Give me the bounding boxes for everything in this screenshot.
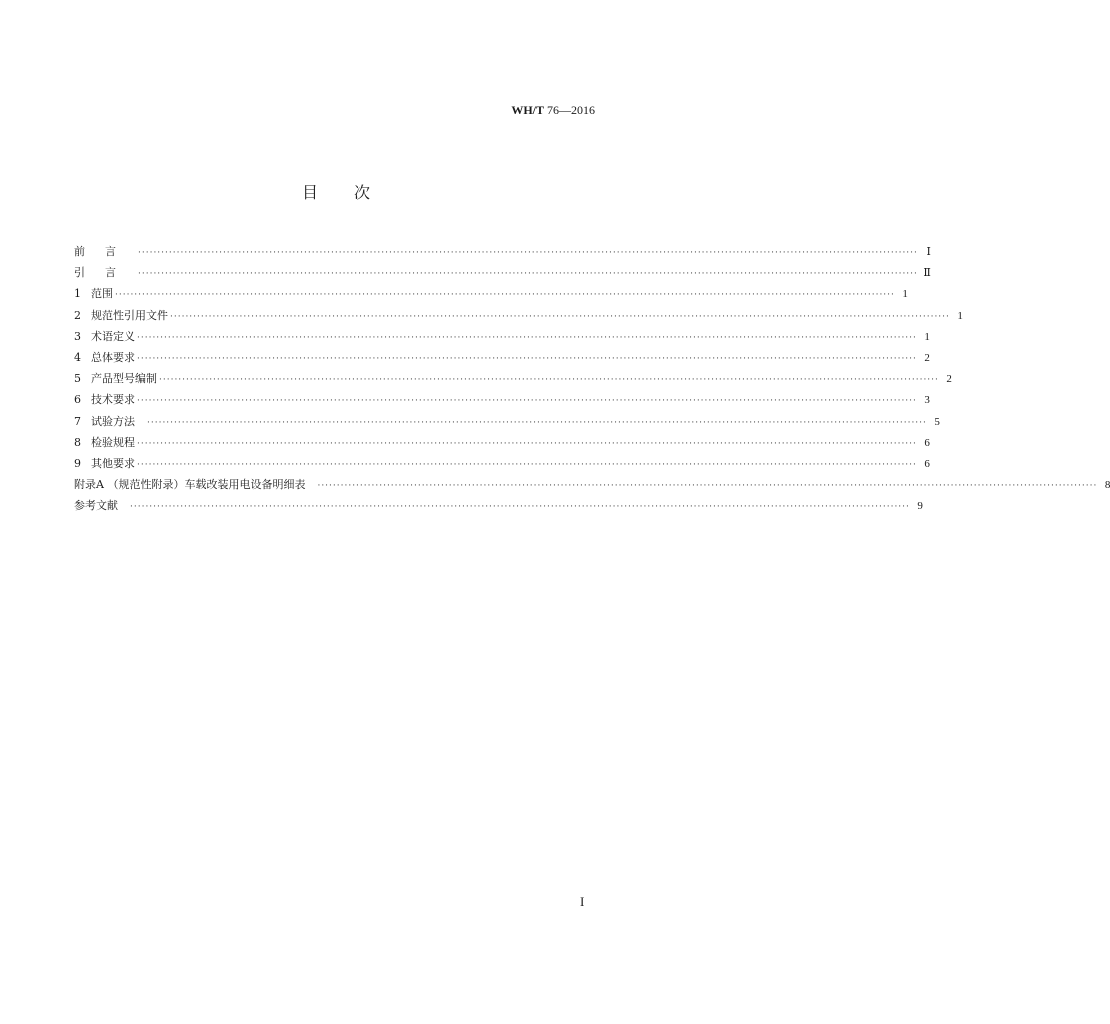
toc-leader: ·········································································································································································································· — [130, 502, 910, 513]
toc-leader: ·········································································································································································································· — [317, 481, 1098, 492]
toc-page: 2 — [946, 373, 952, 386]
standard-number: 76—2016 — [544, 103, 595, 117]
toc-page: 1 — [957, 309, 963, 322]
toc-leader: ·········································································································································································································· — [137, 438, 917, 449]
toc-leader: ·········································································································································································································· — [147, 417, 927, 428]
table-of-contents — [74, 241, 1110, 516]
toc-leader: ·········································································································································································································· — [159, 375, 939, 386]
toc-number: 3 — [74, 329, 81, 343]
standard-code — [511, 103, 595, 118]
toc-page: 5 — [934, 415, 940, 428]
toc-page: Ⅰ — [926, 246, 931, 258]
toc-leader: ·········································································································································································································· — [137, 353, 917, 364]
toc-entry-6[interactable] — [74, 389, 930, 410]
toc-entry-1[interactable] — [74, 283, 908, 304]
toc-number: 9 — [74, 456, 81, 470]
toc-number: 8 — [74, 435, 81, 449]
toc-leader: ·········································································································································································································· — [138, 269, 918, 280]
toc-label: 引言 — [74, 266, 136, 280]
standard-prefix: WH/T — [511, 103, 544, 117]
toc-entry-3[interactable] — [74, 326, 930, 347]
toc-label: 技术要求 — [91, 393, 135, 407]
toc-entry-8[interactable] — [74, 432, 930, 453]
toc-label: 前言 — [74, 245, 136, 258]
toc-label: 产品型号编制 — [91, 372, 157, 386]
toc-leader: ·········································································································································································································· — [170, 311, 950, 322]
toc-number: 4 — [74, 350, 81, 364]
toc-label: 试验方法 — [91, 414, 135, 428]
toc-label: 规范性引用文件 — [91, 308, 168, 322]
toc-entry-4[interactable] — [74, 347, 930, 368]
toc-leader: ·········································································································································································································· — [138, 248, 918, 258]
toc-page: 1 — [902, 288, 908, 301]
toc-entry-references[interactable] — [74, 495, 923, 516]
toc-leader: ·········································································································································································································· — [115, 290, 895, 301]
toc-number: 7 — [74, 414, 81, 428]
toc-entry-appendix-a[interactable] — [74, 474, 1110, 495]
toc-entry-7[interactable] — [74, 411, 940, 432]
toc-page: 9 — [917, 500, 923, 513]
toc-label: 附录A （规范性附录）车载改装用电设备明细表 — [74, 478, 306, 492]
toc-page: 2 — [924, 351, 930, 364]
toc-page: 3 — [924, 394, 930, 407]
toc-leader: ·········································································································································································································· — [137, 332, 917, 343]
toc-entry-5[interactable] — [74, 368, 952, 389]
toc-label: 参考文献 — [74, 499, 118, 513]
toc-leader: ·········································································································································································································· — [137, 459, 917, 470]
toc-label: 范围 — [91, 287, 113, 301]
toc-label: 检验规程 — [91, 435, 135, 449]
toc-label: 术语定义 — [91, 329, 135, 343]
toc-page: 6 — [924, 436, 930, 449]
toc-page: 8 — [1104, 479, 1110, 492]
toc-number: 1 — [74, 287, 81, 301]
toc-number: 2 — [74, 308, 81, 322]
toc-label: 总体要求 — [91, 350, 135, 364]
toc-page: 1 — [924, 330, 930, 343]
toc-number: 5 — [74, 372, 81, 386]
toc-entry-2[interactable] — [74, 305, 963, 326]
toc-page: Ⅱ — [923, 267, 931, 280]
toc-entry-introduction[interactable] — [74, 262, 931, 283]
toc-entry-9[interactable] — [74, 453, 930, 474]
toc-number: 6 — [74, 393, 81, 407]
page-title: 目次 — [301, 183, 406, 202]
toc-leader: ·········································································································································································································· — [137, 396, 917, 407]
page-number: I — [580, 894, 585, 909]
toc-page: 6 — [924, 457, 930, 470]
toc-entry-foreword[interactable] — [74, 241, 931, 262]
toc-label: 其他要求 — [91, 456, 135, 470]
